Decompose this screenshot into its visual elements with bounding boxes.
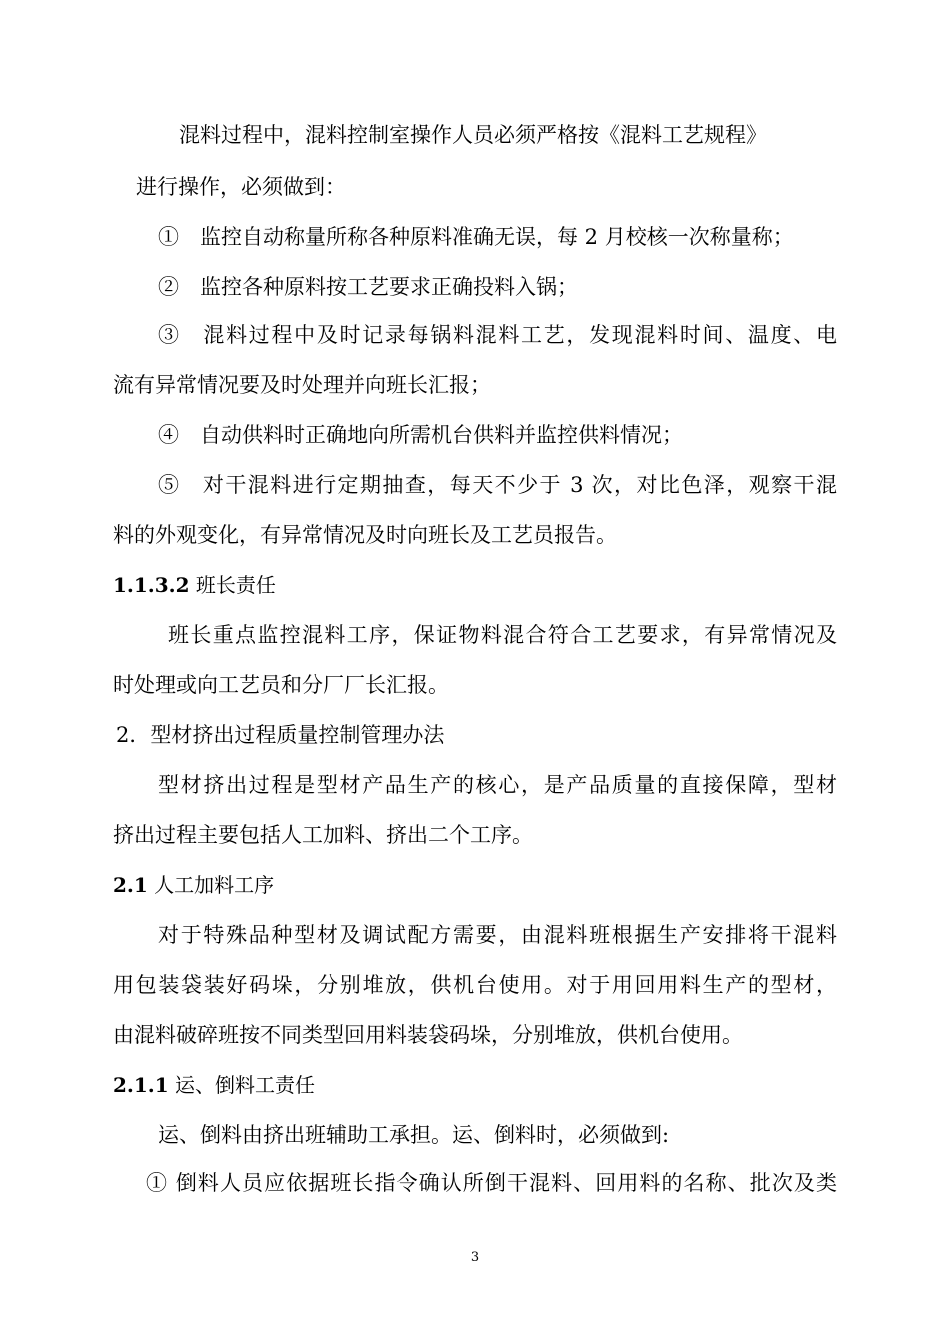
heading-2-1 [113, 872, 274, 898]
heading-title: 人工加料工序 [154, 873, 275, 897]
paragraph-foreman-line-1: 班长重点监控混料工序，保证物料混合符合工艺要求，有异常情况及 [168, 623, 837, 647]
heading-2: 2．型材挤出过程质量控制管理办法 [116, 723, 445, 747]
paragraph-intro-line-2: 进行操作，必须做到： [136, 175, 346, 199]
paragraph-extrusion-line-1: 型材挤出过程是型材产品生产的核心，是产品质量的直接保障，型材 [158, 773, 837, 797]
list-item-2: ② 监控各种原料按工艺要求正确投料入锅； [158, 275, 578, 299]
heading-title: 班长责任 [195, 573, 276, 597]
list-item-3-line-2: 流有异常情况要及时处理并向班长汇报； [113, 373, 491, 397]
list-item-4: ④ 自动供料时正确地向所需机台供料并监控供料情况； [158, 423, 683, 447]
heading-1-1-3-2 [113, 572, 276, 598]
paragraph-intro-line-1: 混料过程中，混料控制室操作人员必须严格按《混料工艺规程》 [179, 123, 767, 147]
page-number: 3 [470, 1250, 480, 1265]
paragraph-extrusion-line-2: 挤出过程主要包括人工加料、挤出二个工序。 [113, 823, 533, 847]
heading-number: 1.1.3.2 [113, 573, 190, 597]
list-item-3-line-1: ③ 混料过程中及时记录每锅料混料工艺，发现混料时间、温度、电 [158, 323, 837, 347]
heading-number: 2.1 [113, 873, 148, 897]
list-item-1: ① 监控自动称量所称各种原料准确无误，每 2 月校核一次称量称； [158, 225, 794, 249]
list-item-5-line-2: 料的外观变化，有异常情况及时向班长及工艺员报告。 [113, 523, 617, 547]
list-item-5-line-1: ⑤ 对干混料进行定期抽查，每天不少于 3 次，对比色泽，观察干混 [158, 473, 837, 497]
paragraph-feeding-line-2: 用包装袋装好码垛，分别堆放，供机台使用。对于用回用料生产的型材， [113, 973, 837, 997]
paragraph-foreman-line-2: 时处理或向工艺员和分厂厂长汇报。 [113, 673, 449, 697]
paragraph-transport: 运、倒料由挤出班辅助工承担。运、倒料时，必须做到: [158, 1123, 670, 1147]
paragraph-feeding-line-1: 对于特殊品种型材及调试配方需要，由混料班根据生产安排将干混料 [158, 923, 837, 947]
paragraph-feeding-line-3: 由混料破碎班按不同类型回用料装袋码垛，分别堆放，供机台使用。 [113, 1023, 743, 1047]
heading-title: 运、倒料工责任 [175, 1073, 316, 1097]
heading-number: 2.1.1 [113, 1073, 169, 1097]
list-item-6: ① 倒料人员应依据班长指令确认所倒干混料、回用料的名称、批次及类 [146, 1171, 837, 1195]
heading-2-1-1 [113, 1072, 315, 1098]
